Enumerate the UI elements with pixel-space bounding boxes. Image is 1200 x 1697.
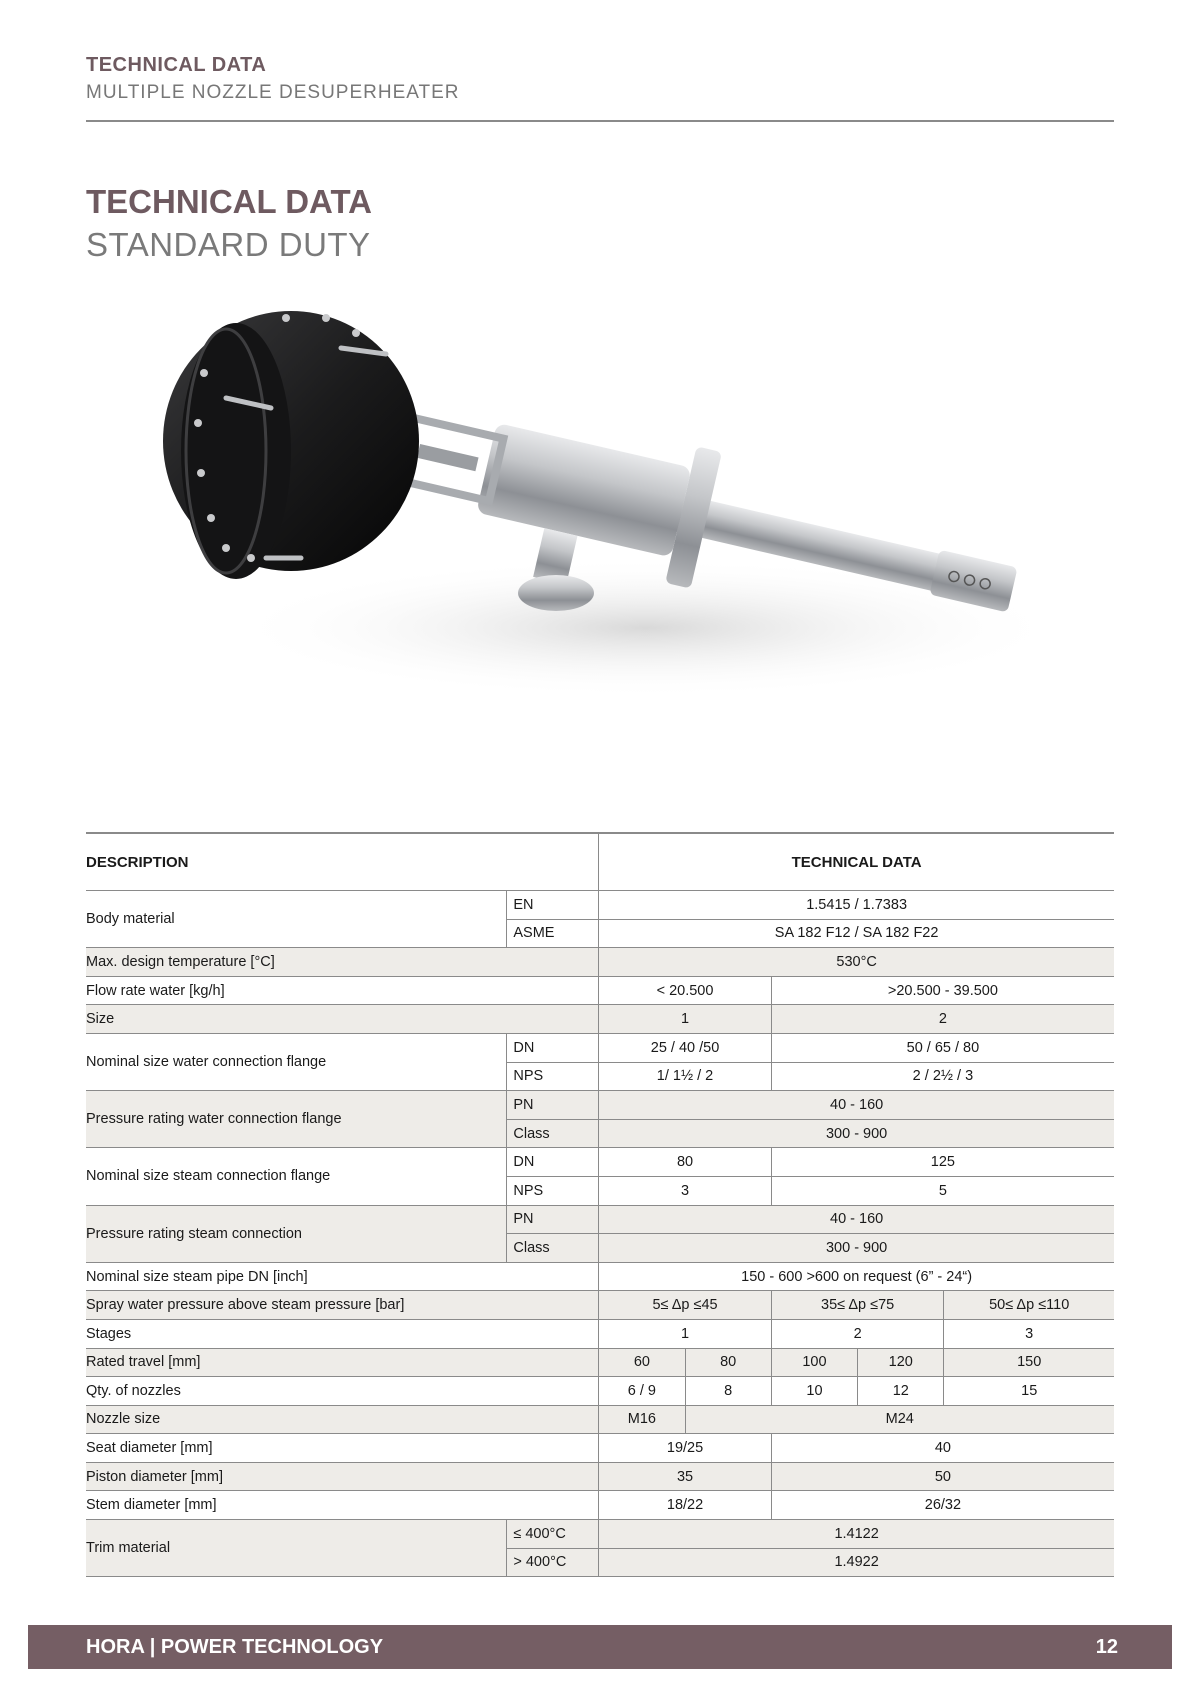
header-subtitle: MULTIPLE NOZZLE DESUPERHEATER (86, 82, 460, 103)
section-subtitle: STANDARD DUTY (86, 226, 371, 263)
row-label: Trim material (86, 1520, 507, 1577)
table-row (86, 1434, 1114, 1463)
cell-value: 100 (771, 1348, 857, 1377)
sub-label: PN (507, 1091, 599, 1120)
sub-label: NPS (507, 1176, 599, 1205)
row-label: Piston diameter [mm] (86, 1462, 599, 1491)
row-label: Nominal size steam connection flange (86, 1148, 507, 1205)
cell-value: 2 (771, 1319, 944, 1348)
cell-value: 50≤ Δp ≤110 (944, 1291, 1114, 1320)
row-label: Flow rate water [kg/h] (86, 976, 599, 1005)
table-header-row (86, 833, 1114, 891)
desuperheater-product-image (86, 258, 1114, 818)
row-label: Spray water pressure above steam pressure [bar] (86, 1291, 599, 1320)
row-label: Max. design temperature [°C] (86, 948, 599, 977)
cell-value: 19/25 (599, 1434, 772, 1463)
row-label: Body material (86, 891, 507, 948)
sub-label: DN (507, 1033, 599, 1062)
table-row (86, 1291, 1114, 1320)
cell-value: 5 (771, 1176, 1114, 1205)
row-label: Pressure rating steam connection (86, 1205, 507, 1262)
cell-value: 2 (771, 1005, 1114, 1034)
cell-value: 125 (771, 1148, 1114, 1177)
cell-value: 18/22 (599, 1491, 772, 1520)
sub-label: > 400°C (507, 1548, 599, 1577)
cell-value: 1.4122 (599, 1520, 1114, 1549)
cell-value: 120 (858, 1348, 944, 1377)
sub-label: Class (507, 1119, 599, 1148)
header-technical-data: TECHNICAL DATA (599, 833, 1114, 891)
table-row (86, 891, 1114, 920)
technical-data-table (86, 832, 1114, 1577)
section-title: TECHNICAL DATA (86, 183, 372, 220)
header-description: DESCRIPTION (86, 833, 599, 891)
table-row (86, 1033, 1114, 1062)
row-label: Qty. of nozzles (86, 1377, 599, 1406)
table-row (86, 1205, 1114, 1234)
row-label: Pressure rating water connection flange (86, 1091, 507, 1148)
sub-label: ASME (507, 919, 599, 948)
row-label: Nominal size steam pipe DN [inch] (86, 1262, 599, 1291)
row-label: Nozzle size (86, 1405, 599, 1434)
table-row (86, 1005, 1114, 1034)
table-row (86, 1405, 1114, 1434)
cell-value: 80 (685, 1348, 771, 1377)
cell-value: M24 (685, 1405, 1114, 1434)
row-label: Stages (86, 1319, 599, 1348)
cell-value: SA 182 F12 / SA 182 F22 (599, 919, 1114, 948)
cell-value: 6 / 9 (599, 1377, 685, 1406)
sub-label: DN (507, 1148, 599, 1177)
cell-value: 150 - 600 >600 on request (6” - 24“) (599, 1262, 1114, 1291)
cell-value: 35 (599, 1462, 772, 1491)
table-row (86, 1348, 1114, 1377)
row-label: Stem diameter [mm] (86, 1491, 599, 1520)
sub-label: ≤ 400°C (507, 1520, 599, 1549)
cell-value: 60 (599, 1348, 685, 1377)
row-label: Rated travel [mm] (86, 1348, 599, 1377)
page-number: 12 (1095, 1636, 1118, 1658)
cell-value: 5≤ Δp ≤45 (599, 1291, 772, 1320)
cell-value: 25 / 40 /50 (599, 1033, 772, 1062)
row-label: Size (86, 1005, 599, 1034)
table-row (86, 1520, 1114, 1549)
table-row (86, 1091, 1114, 1120)
sub-label: EN (507, 891, 599, 920)
cell-value: 1.4922 (599, 1548, 1114, 1577)
row-label: Nominal size water connection flange (86, 1033, 507, 1090)
cell-value: 26/32 (771, 1491, 1114, 1520)
row-label: Seat diameter [mm] (86, 1434, 599, 1463)
table-row (86, 1319, 1114, 1348)
table-row (86, 948, 1114, 977)
cell-value: 2 / 2½ / 3 (771, 1062, 1114, 1091)
cell-value: 300 - 900 (599, 1119, 1114, 1148)
footer-bar (28, 1625, 1172, 1669)
cell-value: 50 (771, 1462, 1114, 1491)
table-row (86, 976, 1114, 1005)
cell-value: 50 / 65 / 80 (771, 1033, 1114, 1062)
cell-value: 40 (771, 1434, 1114, 1463)
cell-value: 150 (944, 1348, 1114, 1377)
cell-value: 1 (599, 1319, 772, 1348)
cell-value: < 20.500 (599, 976, 772, 1005)
sub-label: NPS (507, 1062, 599, 1091)
header-divider (86, 120, 1114, 122)
cell-value: 40 - 160 (599, 1091, 1114, 1120)
cell-value: >20.500 - 39.500 (771, 976, 1114, 1005)
table-row (86, 1262, 1114, 1291)
table-row (86, 1148, 1114, 1177)
sub-label: Class (507, 1234, 599, 1263)
footer-brand: HORA | POWER TECHNOLOGY (86, 1636, 384, 1658)
cell-value: 3 (944, 1319, 1114, 1348)
cell-value: 530°C (599, 948, 1114, 977)
cell-value: 40 - 160 (599, 1205, 1114, 1234)
cell-value: 35≤ Δp ≤75 (771, 1291, 944, 1320)
cell-value: 1.5415 / 1.7383 (599, 891, 1114, 920)
sub-label: PN (507, 1205, 599, 1234)
cell-value: 10 (771, 1377, 857, 1406)
cell-value: 8 (685, 1377, 771, 1406)
cell-value: 80 (599, 1148, 772, 1177)
cell-value: 3 (599, 1176, 772, 1205)
cell-value: M16 (599, 1405, 685, 1434)
cell-value: 12 (858, 1377, 944, 1406)
cell-value: 300 - 900 (599, 1234, 1114, 1263)
table-row (86, 1462, 1114, 1491)
cell-value: 15 (944, 1377, 1114, 1406)
header-title: TECHNICAL DATA (86, 54, 267, 76)
table-row (86, 1491, 1114, 1520)
table-row (86, 1377, 1114, 1406)
cell-value: 1/ 1½ / 2 (599, 1062, 772, 1091)
cell-value: 1 (599, 1005, 772, 1034)
